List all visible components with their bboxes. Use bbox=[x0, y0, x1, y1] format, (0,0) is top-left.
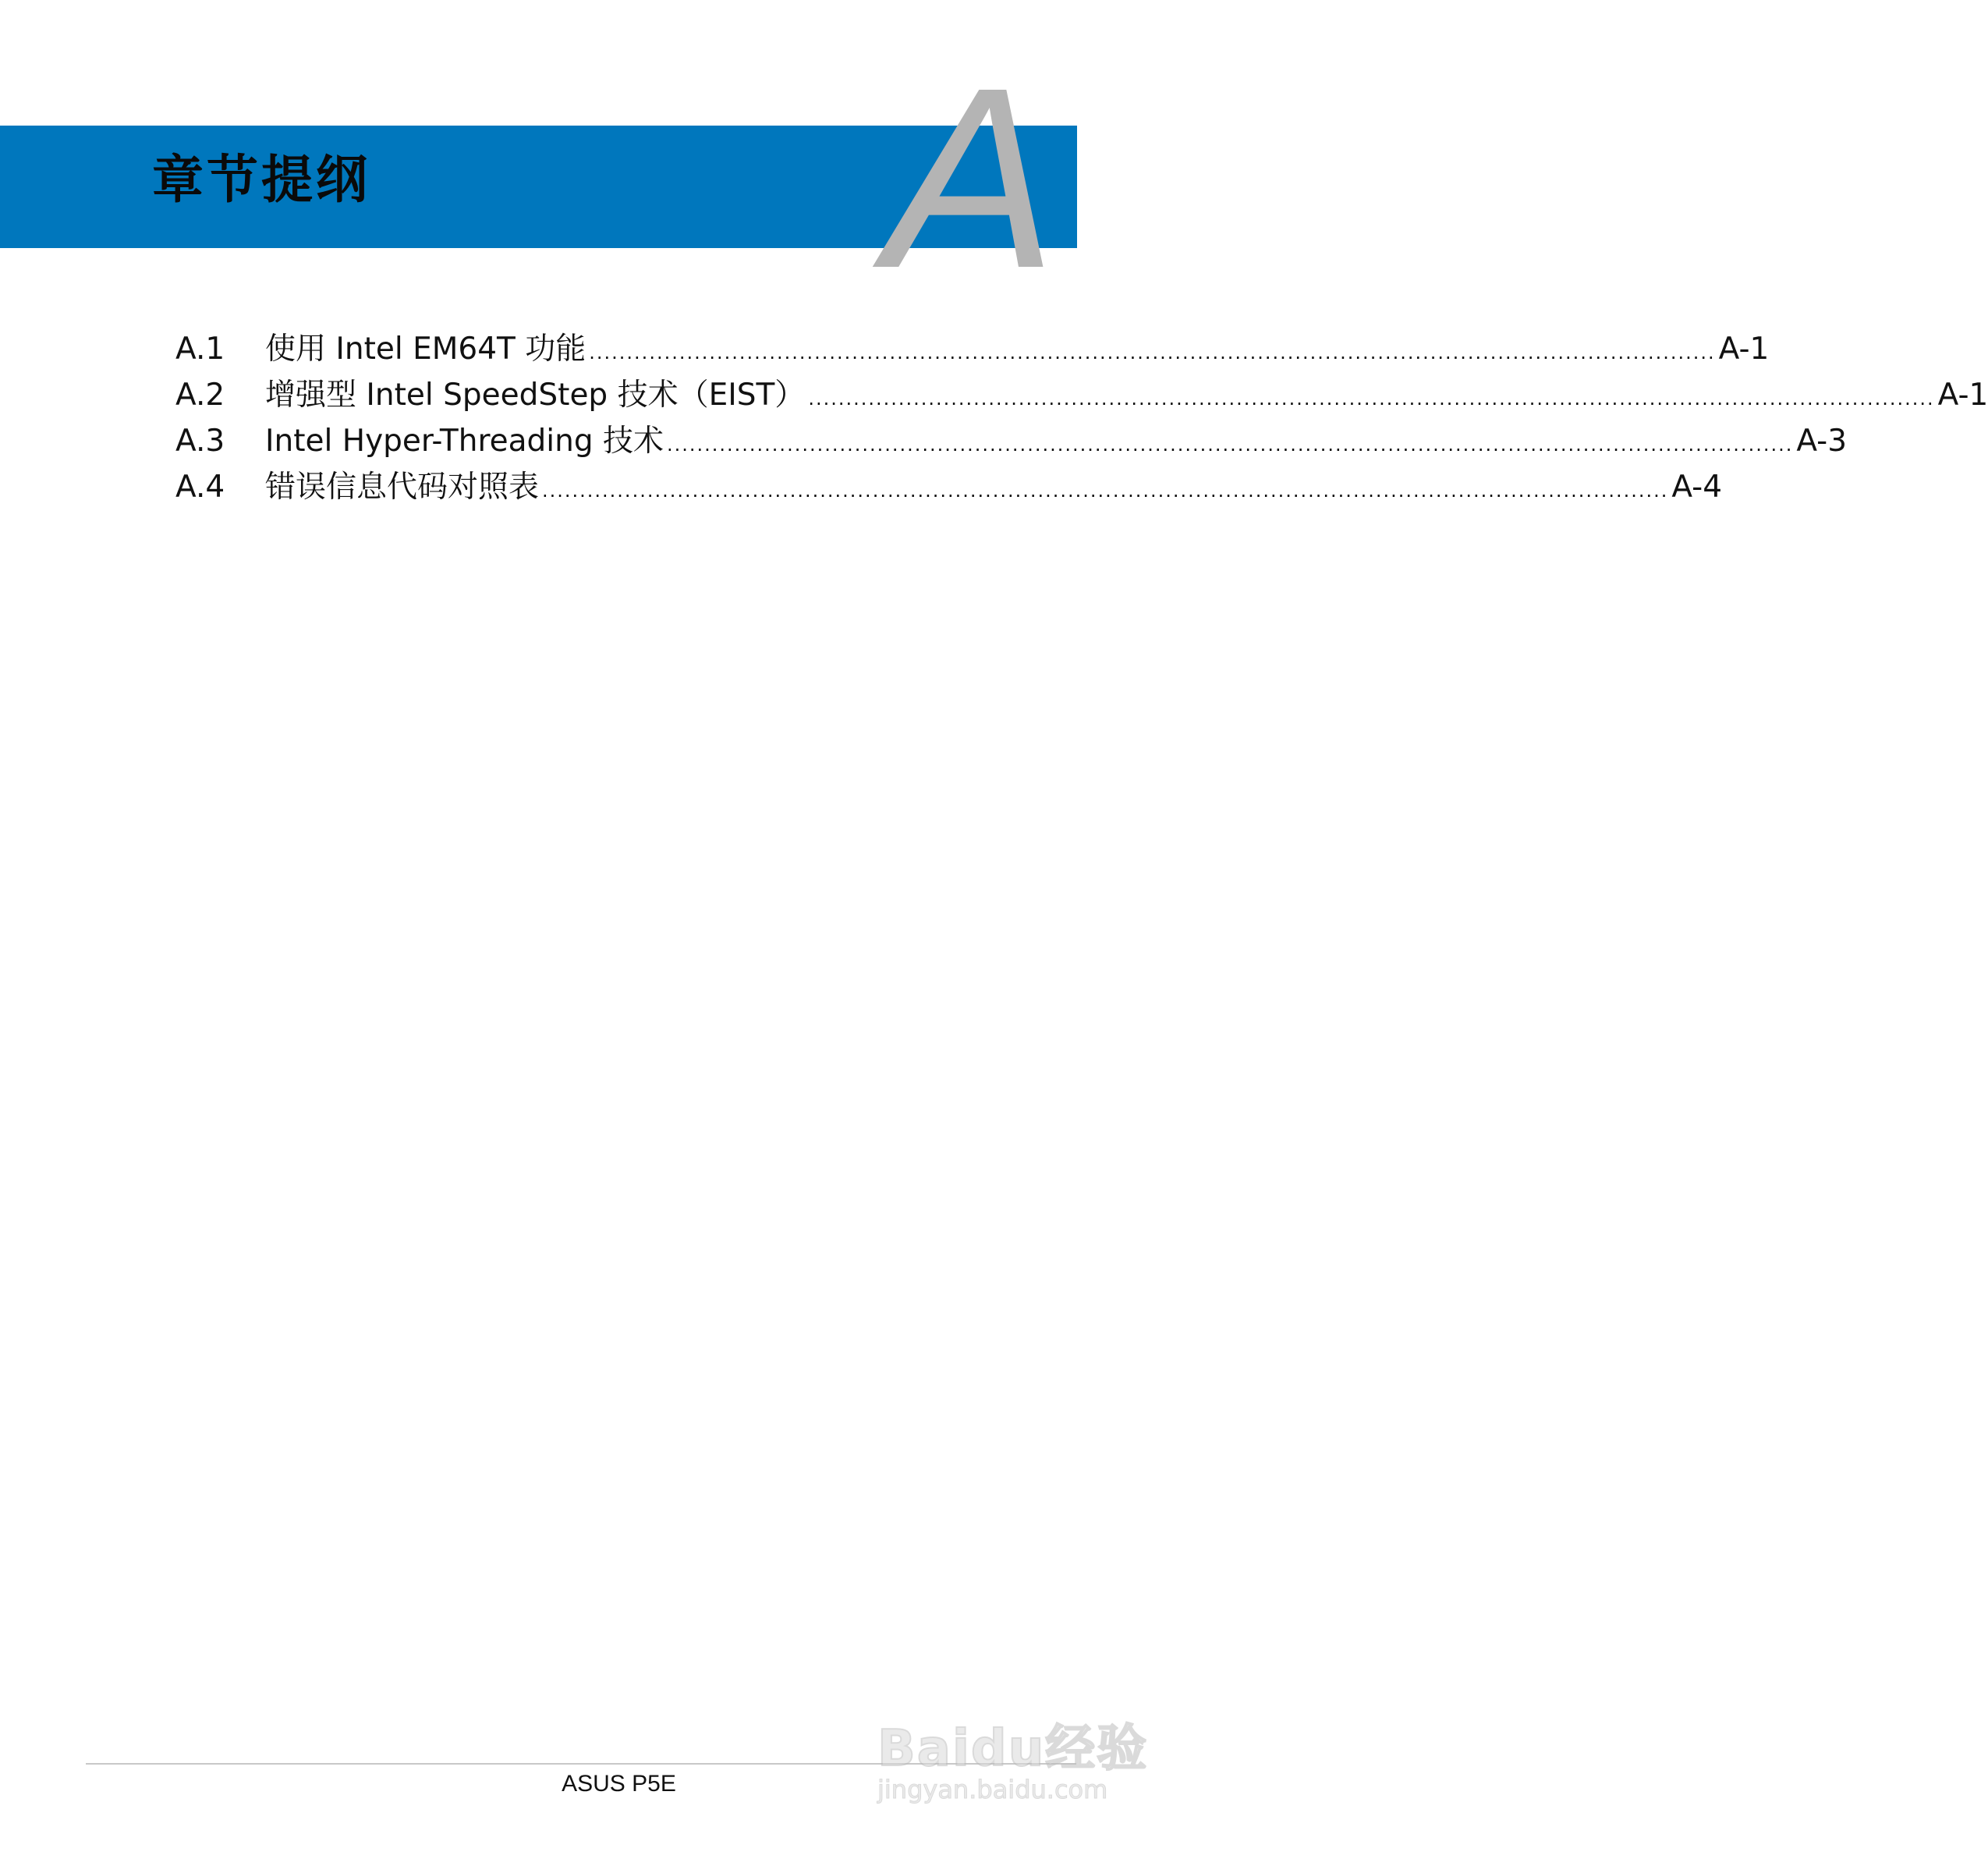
toc-item-number: A.1 bbox=[175, 332, 225, 367]
toc-item-title: Intel Hyper-Threading 技术 bbox=[265, 424, 664, 459]
toc-item-page: A-3 bbox=[1796, 424, 1848, 459]
toc-item-a2[interactable] bbox=[175, 372, 1988, 418]
toc-item-page: A-4 bbox=[1671, 470, 1723, 505]
toc-item-a4[interactable] bbox=[175, 464, 1723, 510]
watermark-url: jingyan.baidu.com bbox=[877, 1775, 1108, 1804]
toc-item-page: A-1 bbox=[1937, 378, 1988, 413]
toc-item-title: 使用 Intel EM64T 功能 bbox=[265, 332, 586, 367]
toc-item-number: A.4 bbox=[175, 470, 225, 505]
footer-product-name: ASUS P5E bbox=[562, 1771, 676, 1797]
chapter-letter: A bbox=[885, 34, 1058, 321]
toc-leader-dots: ...................................................................................................................................................... bbox=[808, 388, 1935, 410]
watermark-logo: Baidu经验 bbox=[877, 1720, 1149, 1778]
toc-item-number: A.3 bbox=[175, 424, 225, 459]
toc-item-number: A.2 bbox=[175, 378, 225, 413]
toc-leader-dots: ...................................................................................................................................................... bbox=[667, 434, 1794, 456]
toc-item-a3[interactable] bbox=[175, 418, 1848, 464]
toc-item-a1[interactable] bbox=[175, 326, 1770, 372]
toc-leader-dots: ...................................................................................................................................................... bbox=[589, 342, 1716, 364]
baidu-watermark bbox=[877, 1685, 1174, 1810]
toc-item-page: A-1 bbox=[1718, 332, 1770, 367]
toc-item-title: 增强型 Intel SpeedStep 技术（EIST） bbox=[265, 378, 806, 413]
table-of-contents bbox=[175, 326, 1988, 510]
toc-leader-dots: ...................................................................................................................................................... bbox=[542, 480, 1669, 502]
toc-item-title: 错误信息代码对照表 bbox=[265, 470, 540, 505]
chapter-title: 章节提纲 bbox=[152, 150, 370, 210]
